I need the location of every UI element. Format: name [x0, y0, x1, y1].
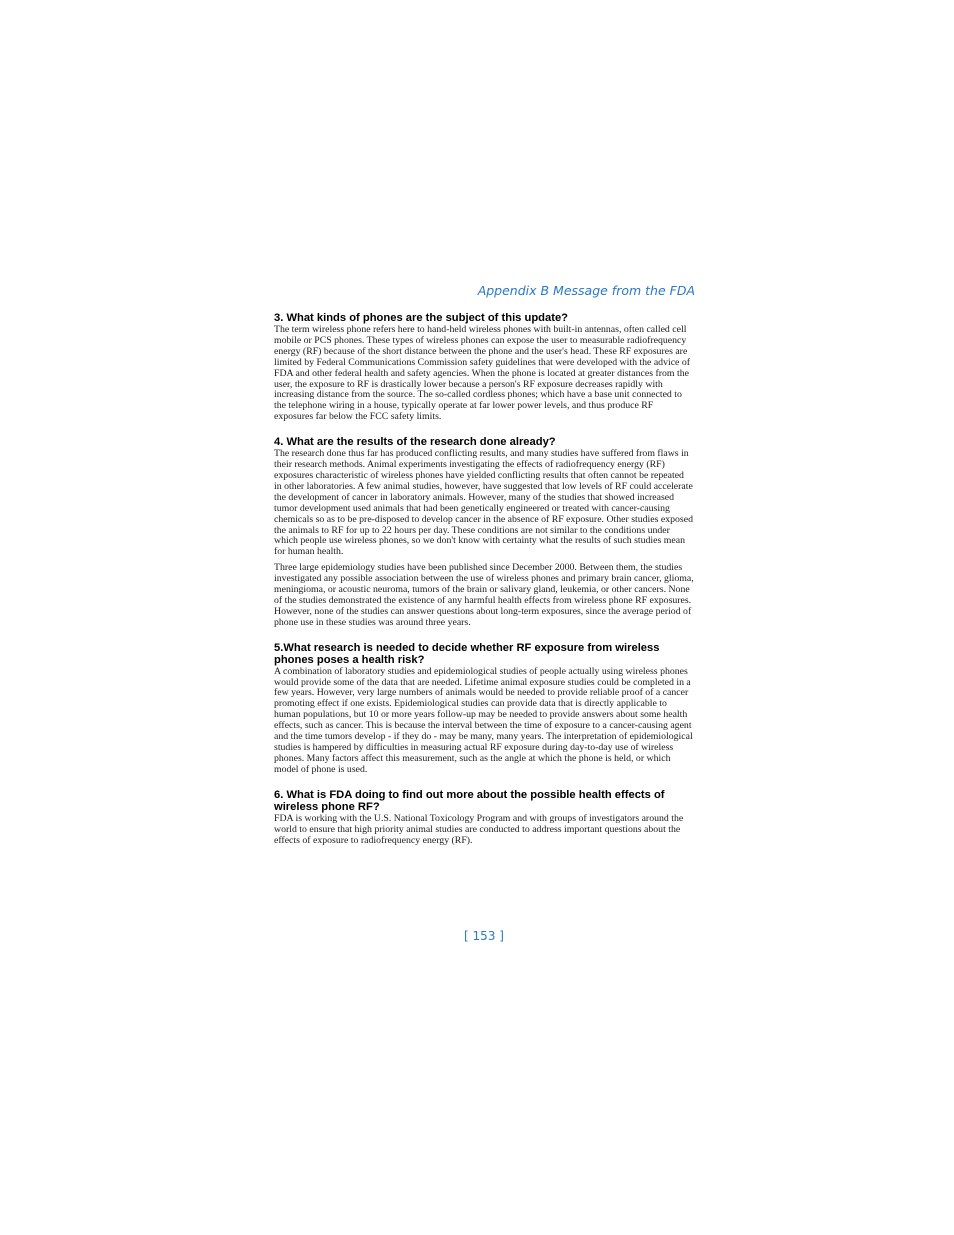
section-fda-actions [274, 789, 694, 847]
section-paragraph: Three large epidemiology studies have been published since December 2000. Between them, the studies investigated any possible association between the use of wireless phones and primary brain cancer, glioma, meningioma, or acoustic neuroma, tumors of the brain or salivary gland, leukemia, or other cancers. None of the studies demonstrated the existence of any harmful health effects from wireless phone RF exposures. However, none of the studies can answer questions about long-term exposures, since the average period of phone use in these studies was around three years. [274, 562, 694, 628]
section-research-needed [274, 642, 694, 776]
section-paragraph: FDA is working with the U.S. National Toxicology Program and with groups of investigators around the world to ensure that high priority animal studies are conducted to address important questions about the effects of exposure to radiofrequency energy (RF). [274, 812, 684, 846]
section-paragraph: The term wireless phone refers here to hand-held wireless phones with built-in antennas, often called cell mobile or PCS phones. These types of wireless phones can expose the user to measurable radiofrequency energy (RF) because of the short distance between the phone and the user's head. These RF exposures are limited by Federal Communications Commission safety guidelines that were developed with the advice of FDA and other federal health and safety agencies. When the phone is located at greater distances from the user, the exposure to RF is drastically lower because a person's RF exposure decreases rapidly with increasing distance from the source. The so-called cordless phones; which have a base unit connected to the telephone wiring in a house, typically operate at far lower power levels, and thus produce RF exposures far below the FCC safety limits. [274, 324, 691, 423]
page-content [274, 312, 694, 859]
section-paragraph: A combination of laboratory studies and epidemiological studies of people actually using wireless phones would provide some of the data that are needed. Lifetime animal exposure studies could be completed in a few years. However, very large numbers of animals would be needed to provide reliable proof of a cancer promoting effect if one exists. Epidemiological studies can provide data that is directly applicable to human populations, but 10 or more years follow-up may be needed to provide answers about some health effects, such as cancer. This is because the interval between the time of exposure to a cancer-causing agent and the time tumors develop - if they do - may be many, many years. The interpretation of epidemiological studies is hampered by difficulties in measuring actual RF exposure during day-to-day use of wireless phones. Many factors affect this measurement, such as the angle at which the phone is held, or which model of phone is used. [274, 665, 693, 775]
section-heading: 3. What kinds of phones are the subject of this update? [274, 312, 569, 324]
section-phone-types [274, 312, 694, 423]
section-heading: 6. What is FDA doing to find out more about the possible health effects of wireless phone RF? [274, 788, 665, 813]
page-number: [ 153 ] [464, 929, 504, 943]
section-research-results [274, 436, 694, 629]
section-paragraph: The research done thus far has produced conflicting results, and many studies have suffered from flaws in their research methods. Animal experiments investigating the effects of radiofrequency energy (RF) exposures characteristic of wireless phones have yielded conflicting results that often cannot be repeated in other laboratories. A few animal studies, however, have suggested that low levels of RF could accelerate the development of cancer in laboratory animals. However, many of the studies that showed increased tumor development used animals that had been genetically engineered or treated with cancer-causing chemicals so as to be pre-disposed to develop cancer in the absence of RF exposure. Other studies exposed the animals to RF for up to 22 hours per day. These conditions are not similar to the conditions under which people use wireless phones, so we don't know with certainty what the results of such studies mean for human health. [274, 448, 693, 558]
section-heading: 5.What research is needed to decide whether RF exposure from wireless phones poses a health risk? [274, 641, 660, 666]
running-header: Appendix B Message from the FDA [477, 283, 695, 298]
section-heading: 4. What are the results of the research done already? [274, 436, 556, 449]
